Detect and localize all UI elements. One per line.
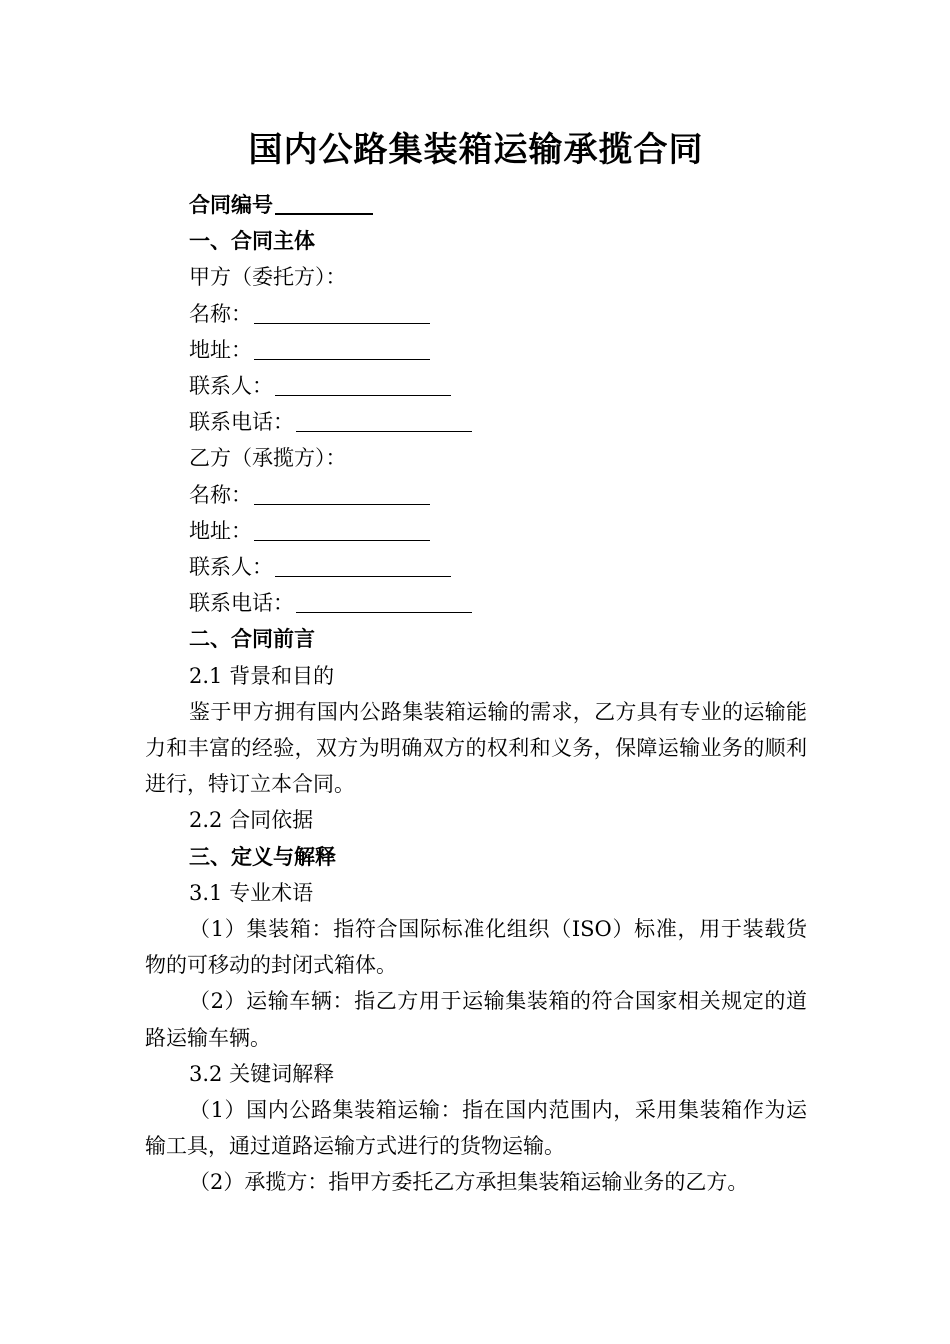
party-a-phone-blank <box>296 430 472 432</box>
party-a-name-label: 名称： <box>189 301 252 326</box>
party-b-phone-line <box>145 585 807 621</box>
party-b-address-line <box>145 513 807 549</box>
party-a-name-line <box>145 296 807 332</box>
contract-number-label: 合同编号 <box>189 193 273 217</box>
document-body <box>145 187 807 1201</box>
clause-3-1-heading: 3.1 专业术语 <box>189 880 314 905</box>
party-b-contact-label: 联系人： <box>189 555 273 580</box>
party-b-name-label: 名称： <box>189 482 252 507</box>
contract-number-blank <box>275 212 373 215</box>
clause-3-1-item-2: （2）运输车辆：指乙方用于运输集装箱的符合国家相关规定的道路运输车辆。 <box>145 989 807 1050</box>
party-a-contact-label: 联系人： <box>189 374 273 399</box>
clause-2-2-heading: 2.2 合同依据 <box>189 808 314 833</box>
party-a-phone-line <box>145 404 807 440</box>
party-a-label: 甲方（委托方）： <box>189 265 347 290</box>
party-b-address-label: 地址： <box>189 518 252 543</box>
party-a-address-line <box>145 332 807 368</box>
clause-3-2-item-1: （1）国内公路集装箱运输：指在国内范围内，采用集装箱作为运输工具，通过道路运输方式进行的货物运输。 <box>145 1098 807 1159</box>
party-b-name-blank <box>254 503 430 505</box>
party-b-name-line <box>145 477 807 513</box>
party-a-name-blank <box>254 322 430 324</box>
party-a-phone-label: 联系电话： <box>189 410 294 435</box>
party-b-label: 乙方（承揽方）： <box>189 446 347 471</box>
section-2-heading: 二、合同前言 <box>189 627 315 652</box>
party-b-contact-blank <box>275 575 451 577</box>
party-a-contact-line <box>145 368 807 404</box>
party-b-contact-line <box>145 549 807 585</box>
clause-2-1-text: 鉴于甲方拥有国内公路集装箱运输的需求，乙方具有专业的运输能力和丰富的经验，双方为明确双方的权利和义务，保障运输业务的顺利进行，特订立本合同。 <box>145 699 807 797</box>
document-title: 国内公路集装箱运输承揽合同 <box>248 130 704 170</box>
clause-2-1-heading: 2.1 背景和目的 <box>189 663 335 688</box>
party-b-address-blank <box>254 539 430 541</box>
party-b-phone-blank <box>296 611 472 613</box>
party-b-phone-label: 联系电话： <box>189 591 294 616</box>
clause-3-2-item-2: （2）承揽方：指甲方委托乙方承担集装箱运输业务的乙方。 <box>189 1170 749 1195</box>
party-a-address-label: 地址： <box>189 337 252 362</box>
section-1-heading: 一、合同主体 <box>189 229 315 254</box>
party-a-address-blank <box>254 358 430 360</box>
section-3-heading: 三、定义与解释 <box>189 844 336 869</box>
contract-number-line <box>145 187 807 223</box>
clause-3-1-item-1: （1）集装箱：指符合国际标准化组织（ISO）标准，用于装载货物的可移动的封闭式箱体。 <box>145 917 807 978</box>
clause-3-2-heading: 3.2 关键词解释 <box>189 1061 335 1086</box>
party-a-contact-blank <box>275 394 451 396</box>
